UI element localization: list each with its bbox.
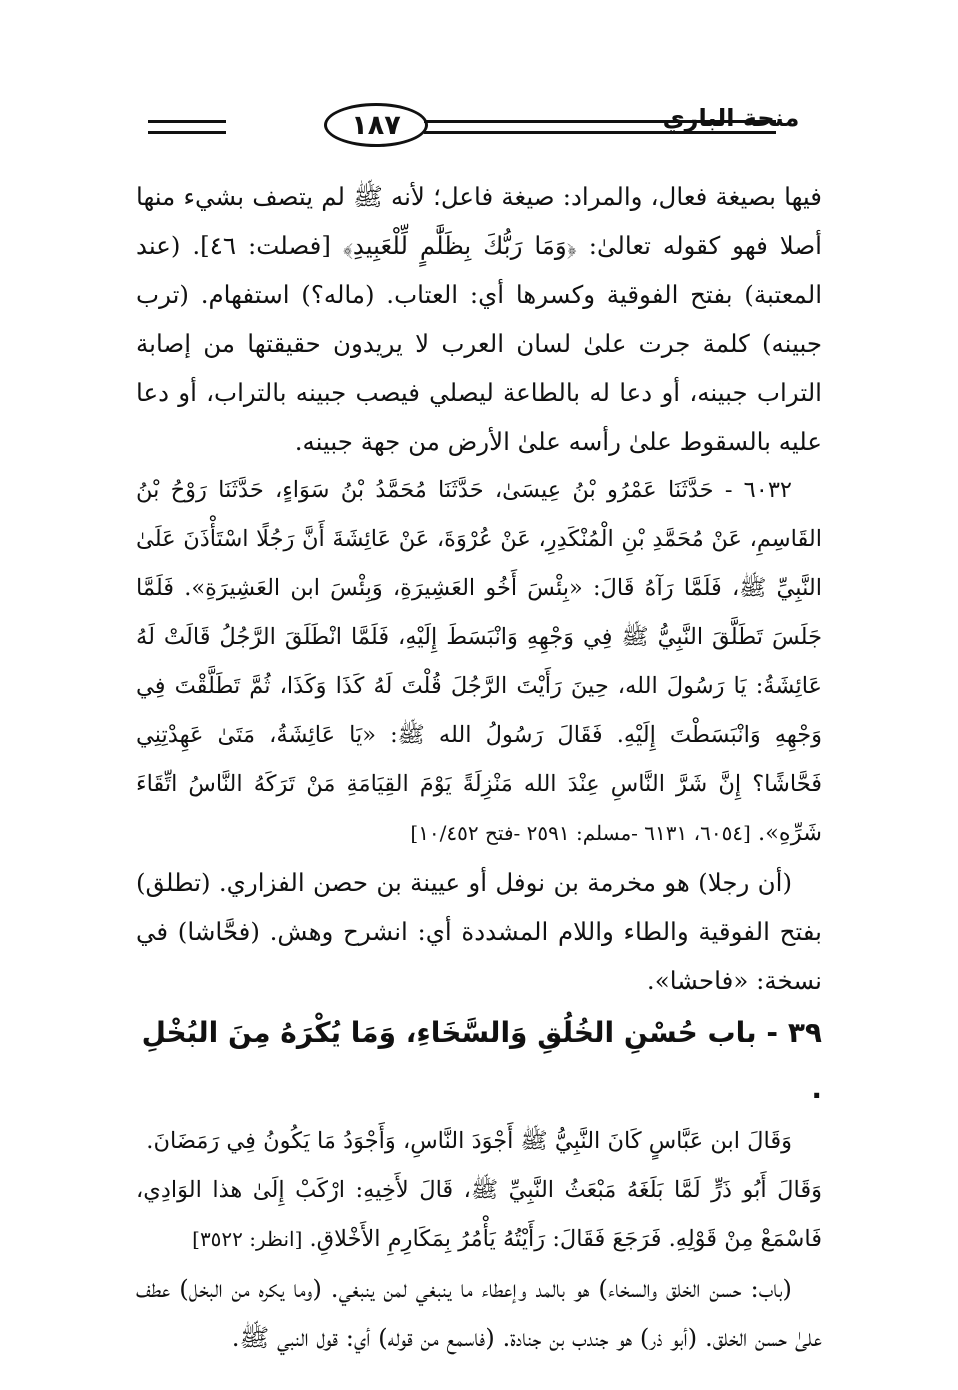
commentary-paragraph-3: (باب: حسن الخلق والسخاء) هو بالمد وإعطاء ما ينبغي لمن ينبغي. (وما يكره من البخل) عطف علىٰ حسن الخلق. (أبو ذر) هو جندب بن جنادة. (فاسمع من قوله) أي: قول النبي ﷺ. bbox=[136, 1274, 822, 1352]
hadith-abu-dharr bbox=[136, 1166, 822, 1264]
page bbox=[136, 96, 822, 1350]
page-number-badge bbox=[324, 103, 428, 147]
hadith-6032 bbox=[136, 466, 822, 858]
page-content bbox=[136, 172, 822, 1362]
commentary-paragraph-2: (أن رجلا) هو مخرمة بن نوفل أو عيينة بن حصن الفزاري. (تطلق) بفتح الفوقية والطاء واللام المشددة أي: انشرح وهش. (فحَّاشا) في نسخة: «فاحشا». bbox=[136, 868, 822, 995]
hadith-abu-dharr-text: وَقَالَ أَبُو ذَرٍّ لَمَّا بَلَغَهُ مَبْعَثُ النَّبِيِّ ﷺ، قَالَ لأَخِيهِ: ارْكَبْ إِلَىٰ هذا الوَادِي، فَاسْمَعْ مِنْ قَوْلِهِ. فَرَجَعَ فَقَالَ: رَأَيْتُهُ يَأْمُرُ بِمَكَارِمِ الأَخْلاقِ. bbox=[136, 1177, 822, 1252]
chapter-heading-39: ٣٩ - باب حُسْنِ الخُلُقِ وَالسَّخَاءِ، وَمَا يُكْرَهُ مِنَ البُخْلِ . bbox=[141, 1016, 822, 1105]
commentary-paragraph-1: فيها بصيغة فعال، والمراد: صيغة فاعل؛ لأنه ﷺ لم يتصف بشيء منها أصلا فهو كقوله تعالىٰ: ﴿وَمَا رَبُّكَ بِظَلَّٰمٍ لِّلْعَبِيدِ﴾ [فصلت: ٤٦]. (عند المعتبة) بفتح الفوقية وكسرها أي: العتاب. (ماله؟) استفهام. (ترب جبينه) كلمة جرت علىٰ لسان العرب لا يريدون حقيقتها من إصابة التراب جبينه، أو دعا له بالطاعة ليصلي فيصب جبينه بالتراب، أو دعا عليه بالسقوط علىٰ رأسه علىٰ الأرض من جهة جبينه. bbox=[136, 182, 822, 456]
hadith-6032-text: ٦٠٣٢ - حَدَّثَنَا عَمْرُو بْنُ عِيسَىٰ، حَدَّثَنَا مُحَمَّدُ بْنُ سَوَاءٍ، حَدَّثَنَا رَوْحُ بْنُ القَاسِمِ، عَنْ مُحَمَّدِ بْنِ الْمُنْكَدِرِ، عَنْ عُرْوَةَ، عَنْ عَائِشَةَ أَنَّ رَجُلًا اسْتَأْذَنَ عَلَىٰ النَّبِيِّ ﷺ، فَلَمَّا رَآهُ قَالَ: «بِئْسَ أَخُو العَشِيرَةِ، وَبِئْسَ ابن العَشِيرَةِ». فَلَمَّا جَلَسَ تَطَلَّقَ النَّبِيُّ ﷺ فِي وَجْهِهِ وَانْبَسَطَ إِلَيْهِ، فَلَمَّا انْطَلَقَ الرَّجُلُ قَالَتْ لَهُ عَائِشَةُ: يَا رَسُولَ الله، حِينَ رَأَيْتَ الرَّجُلَ قُلْتَ لَهُ كَذَا وَكَذَا، ثُمَّ تَطَلَّقْتَ فِي وَجْهِهِ وَانْبَسَطْتَ إِلَيْهِ. فَقَالَ رَسُولُ الله ﷺ: «يَا عَائِشَةُ، مَتَىٰ عَهِدْتِنِي فَحَّاشًا؟ إِنَّ شَرَّ النَّاسِ عِنْدَ الله مَنْزِلَةً يَوْمَ القِيَامَةِ مَنْ تَرَكَهُ النَّاسُ اتِّقَاءَ شَرِّهِ». bbox=[136, 477, 822, 846]
page-number: ١٨٧ bbox=[351, 109, 401, 141]
hadith-ibn-abbas: وَقَالَ ابن عَبَّاسٍ كَانَ النَّبِيُّ ﷺ أَجْوَدَ النَّاسِ، وَأَجْوَدُ مَا يَكُونُ فِي رَمَضَانَ. bbox=[146, 1128, 792, 1154]
header-rule-left bbox=[148, 120, 226, 134]
running-header bbox=[136, 96, 822, 158]
hadith-abu-dharr-reference: [انظر: ٣٥٢٢] bbox=[192, 1227, 303, 1251]
hadith-6032-reference: [٦٠٥٤، ٦١٣١ -مسلم: ٢٥٩١ -فتح ١٠/٤٥٢] bbox=[410, 821, 751, 845]
book-title: منحة الباري bbox=[662, 104, 800, 132]
